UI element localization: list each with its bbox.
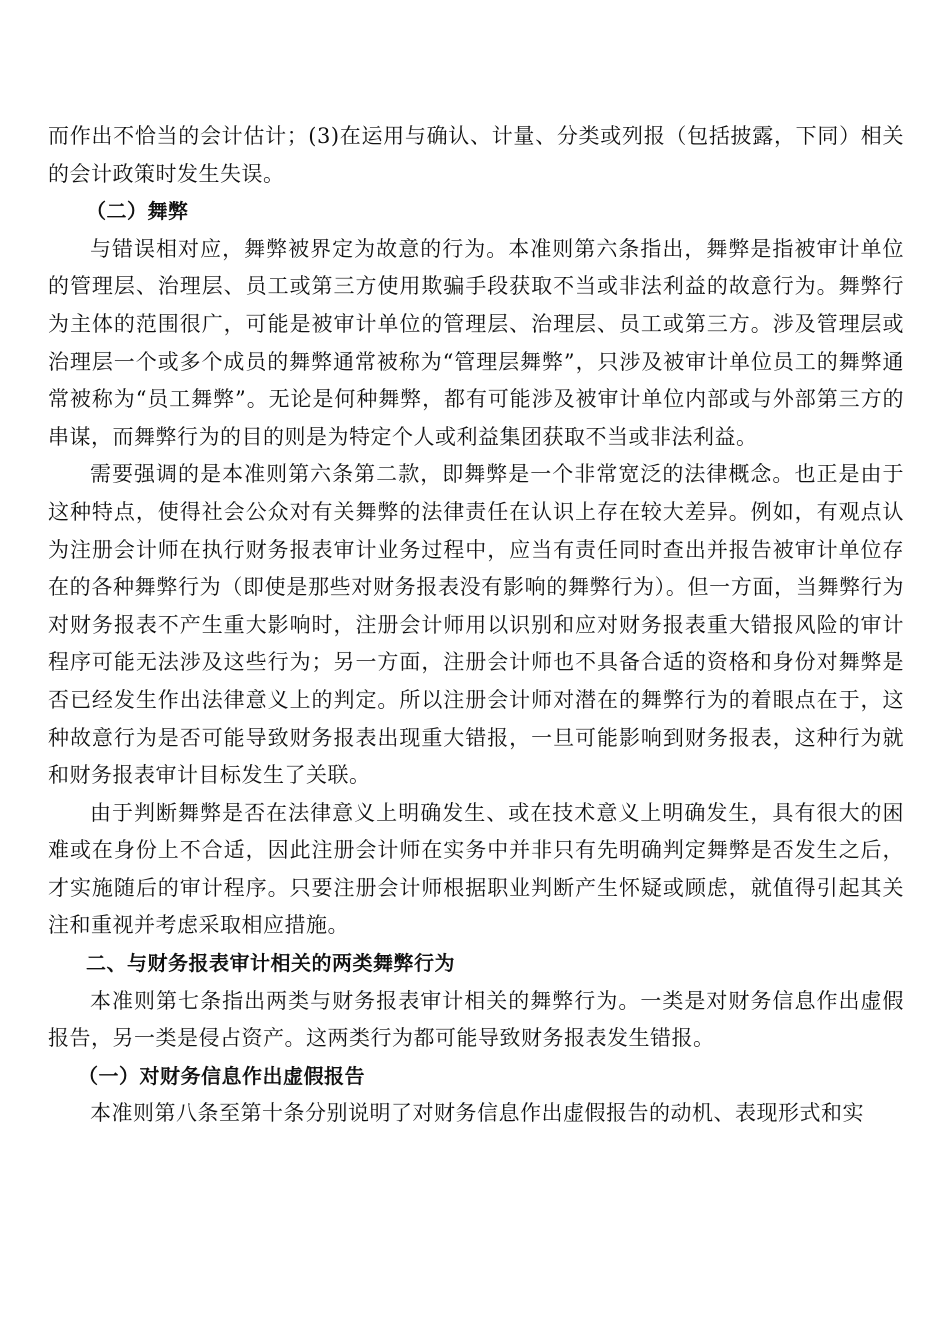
paragraph-false-report: 本准则第八条至第十条分别说明了对财务信息作出虚假报告的动机、表现形式和实	[90, 1101, 864, 1126]
paragraph-emphasis: 需要强调的是本准则第六条第二款，即舞弊是一个非常宽泛的法律概念。也正是由于这种特点，使得社会公众对有关舞弊的法律责任在认识上存在较大差异。例如，有观点认为注册会计师在执行财务报表审计业务过程中，应当有责任同时查出并报告被审计单位存在的各种舞弊行为（即使是那些对财务报表没有影响的舞弊行为）。但一方面，当舞弊行为对财务报表不产生重大影响时，注册会计师用以识别和应对财务报表重大错报风险的审计程序可能无法涉及这些行为；另一方面，注册会计师也不具备合适的资格和身份对舞弊是否已经发生作出法律意义上的判定。所以注册会计师对潜在的舞弊行为的着眼点在于，这种故意行为是否可能导致财务报表出现重大错报，一旦可能影响到财务报表，这种行为就和财务报表审计目标发生了关联。	[48, 462, 904, 788]
paragraph-two-types: 本准则第七条指出两类与财务报表审计相关的舞弊行为。一类是对财务信息作出虚假报告，另一类是侵占资产。这两类行为都可能导致财务报表发生错报。	[48, 988, 904, 1051]
paragraph-continued: 而作出不恰当的会计估计；(3)在运用与确认、计量、分类或列报（包括披露，下同）相关的会计政策时发生失误。	[48, 124, 904, 186]
section-heading-fraud: （二）舞弊	[86, 199, 189, 224]
paragraph-judgment: 由于判断舞弊是否在法律意义上明确发生、或在技术意义上明确发生，具有很大的困难或在身份上不合适，因此注册会计师在实务中并非只有先明确判定舞弊是否发生之后，才实施随后的审计程序。只要注册会计师根据职业判断产生怀疑或顾虑，就值得引起其关注和重视并考虑采取相应措施。	[48, 800, 904, 938]
document-page	[48, 118, 904, 1133]
section-heading-two-types: 二、与财务报表审计相关的两类舞弊行为	[86, 951, 455, 976]
section-heading-false-report: （一）对财务信息作出虚假报告	[78, 1063, 365, 1088]
paragraph-fraud-definition: 与错误相对应，舞弊被界定为故意的行为。本准则第六条指出，舞弊是指被审计单位的管理层、治理层、员工或第三方使用欺骗手段获取不当或非法利益的故意行为。舞弊行为主体的范围很广，可能是被审计单位的管理层、治理层、员工或第三方。涉及管理层或治理层一个或多个成员的舞弊通常被称为“管理层舞弊”，只涉及被审计单位员工的舞弊通常被称为“员工舞弊”。无论是何种舞弊，都有可能涉及被审计单位内部或与外部第三方的串谋，而舞弊行为的目的则是为特定个人或利益集团获取不当或非法利益。	[48, 236, 904, 449]
